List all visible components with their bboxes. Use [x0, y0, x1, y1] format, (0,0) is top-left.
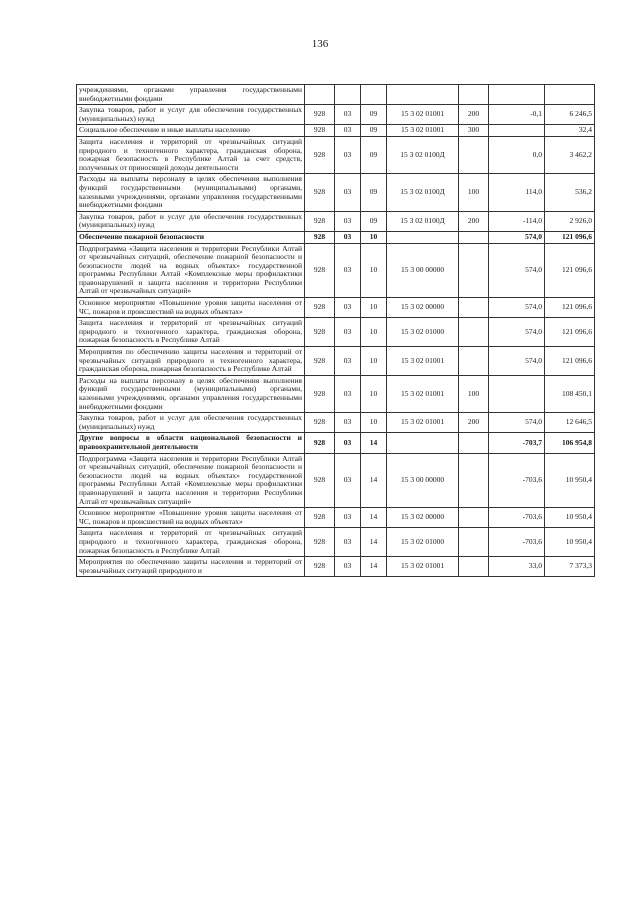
- change-amount-cell: -703,6: [489, 453, 545, 508]
- target-article-cell: 15 3 02 01001: [387, 347, 459, 376]
- expense-type-cell: [459, 508, 489, 528]
- item-name-cell: Защита населения и территорий от чрезвычайных ситуаций природного и техногенного характера, гражданская оборона, пожарная безопасность в Республике Алтай: [77, 318, 305, 347]
- glava-code-cell: [305, 85, 335, 105]
- section-code-cell: 03: [335, 243, 361, 298]
- total-amount-cell: 121 096,6: [545, 231, 595, 243]
- total-amount-cell: 7 373,3: [545, 557, 595, 577]
- glava-code-cell: 928: [305, 557, 335, 577]
- table-row: [77, 174, 595, 211]
- total-amount-cell: 6 246,5: [545, 105, 595, 125]
- target-article-cell: 15 3 02 00000: [387, 298, 459, 318]
- table-row: [77, 413, 595, 433]
- subsection-code-cell: 14: [361, 433, 387, 453]
- section-code-cell: 03: [335, 433, 361, 453]
- subsection-code-cell: 14: [361, 528, 387, 557]
- table-row: [77, 375, 595, 412]
- table-row: [77, 557, 595, 577]
- total-amount-cell: 121 096,6: [545, 298, 595, 318]
- item-name-cell: Другие вопросы в области национальной безопасности и правоохранительной деятельности: [77, 433, 305, 453]
- total-amount-cell: 3 462,2: [545, 136, 595, 173]
- subsection-code-cell: 14: [361, 508, 387, 528]
- expense-type-cell: 200: [459, 413, 489, 433]
- item-name-cell: Расходы на выплаты персоналу в целях обеспечения выполнения функций государственными (муниципальными) органами, казенными учреждениями, органами управления государственными внебюджетными фондами: [77, 174, 305, 211]
- item-name-cell: Социальное обеспечение и иные выплаты населению: [77, 125, 305, 137]
- subsection-code-cell: 10: [361, 375, 387, 412]
- item-name-cell: Закупка товаров, работ и услуг для обеспечения государственных (муниципальных) нужд: [77, 105, 305, 125]
- section-code-cell: 03: [335, 105, 361, 125]
- table-row: [77, 105, 595, 125]
- table-subtotal-row: [77, 231, 595, 243]
- subsection-code-cell: 10: [361, 347, 387, 376]
- glava-code-cell: 928: [305, 375, 335, 412]
- change-amount-cell: -703,6: [489, 528, 545, 557]
- section-code-cell: 03: [335, 231, 361, 243]
- section-code-cell: [335, 85, 361, 105]
- glava-code-cell: 928: [305, 318, 335, 347]
- item-name-cell: Подпрограмма «Защита населения и территории Республики Алтай от чрезвычайных ситуаций, обеспечение пожарной безопасности и безопасности людей на водных объектах» государственной программы Республики Алтай «Комплексные меры профилактики правонарушений и защита населения и территории Республики Алтай от чрезвычайных ситуаций»: [77, 243, 305, 298]
- expense-type-cell: [459, 231, 489, 243]
- target-article-cell: 15 3 02 0100Д: [387, 174, 459, 211]
- table-row: [77, 298, 595, 318]
- glava-code-cell: 928: [305, 347, 335, 376]
- section-code-cell: 03: [335, 557, 361, 577]
- expense-type-cell: [459, 243, 489, 298]
- subsection-code-cell: 10: [361, 243, 387, 298]
- expense-type-cell: [459, 528, 489, 557]
- glava-code-cell: 928: [305, 105, 335, 125]
- expense-type-cell: 200: [459, 211, 489, 231]
- target-article-cell: 15 3 00 00000: [387, 243, 459, 298]
- change-amount-cell: 0,0: [489, 136, 545, 173]
- target-article-cell: 15 3 02 01001: [387, 125, 459, 137]
- change-amount-cell: -0,1: [489, 105, 545, 125]
- expense-type-cell: 300: [459, 125, 489, 137]
- subsection-code-cell: 09: [361, 136, 387, 173]
- item-name-cell: учреждениями, органами управления государственными внебюджетными фондами: [77, 85, 305, 105]
- total-amount-cell: 12 646,5: [545, 413, 595, 433]
- target-article-cell: 15 3 02 01001: [387, 105, 459, 125]
- section-code-cell: 03: [335, 347, 361, 376]
- change-amount-cell: -703,7: [489, 433, 545, 453]
- change-amount-cell: 574,0: [489, 347, 545, 376]
- glava-code-cell: 928: [305, 243, 335, 298]
- table-row: [77, 318, 595, 347]
- glava-code-cell: 928: [305, 298, 335, 318]
- table-row: [77, 528, 595, 557]
- table-row: [77, 211, 595, 231]
- total-amount-cell: 536,2: [545, 174, 595, 211]
- expense-type-cell: [459, 318, 489, 347]
- table-subtotal-row: [77, 433, 595, 453]
- subsection-code-cell: 14: [361, 453, 387, 508]
- subsection-code-cell: 09: [361, 105, 387, 125]
- change-amount-cell: -114,0: [489, 211, 545, 231]
- item-name-cell: Защита населения и территорий от чрезвычайных ситуаций природного и техногенного характера, гражданская оборона, пожарная безопасность в Республике Алтай: [77, 528, 305, 557]
- target-article-cell: 15 3 02 0100Д: [387, 136, 459, 173]
- total-amount-cell: 106 954,8: [545, 433, 595, 453]
- target-article-cell: 15 3 02 01000: [387, 318, 459, 347]
- subsection-code-cell: 09: [361, 125, 387, 137]
- item-name-cell: Основное мероприятие «Повышение уровня защиты населения от ЧС, пожаров и происшествий на водных объектах»: [77, 298, 305, 318]
- item-name-cell: Обеспечение пожарной безопасности: [77, 231, 305, 243]
- expense-type-cell: 200: [459, 105, 489, 125]
- subsection-code-cell: 10: [361, 231, 387, 243]
- table-row: [77, 136, 595, 173]
- table-row: [77, 85, 595, 105]
- expense-type-cell: 100: [459, 174, 489, 211]
- expense-type-cell: [459, 136, 489, 173]
- glava-code-cell: 928: [305, 453, 335, 508]
- page-number: 136: [311, 38, 329, 50]
- item-name-cell: Закупка товаров, работ и услуг для обеспечения государственных (муниципальных) нужд: [77, 413, 305, 433]
- target-article-cell: 15 3 02 01001: [387, 557, 459, 577]
- target-article-cell: 15 3 02 01001: [387, 413, 459, 433]
- item-name-cell: Защита населения и территорий от чрезвычайных ситуаций природного и техногенного характера, гражданская оборона, пожарная безопасность в Республике Алтай за счет средств, полученных от приносящей доходы деятельности: [77, 136, 305, 173]
- glava-code-cell: 928: [305, 528, 335, 557]
- expense-type-cell: [459, 433, 489, 453]
- change-amount-cell: 574,0: [489, 318, 545, 347]
- target-article-cell: 15 3 02 01001: [387, 375, 459, 412]
- total-amount-cell: 121 096,6: [545, 318, 595, 347]
- subsection-code-cell: 10: [361, 318, 387, 347]
- section-code-cell: 03: [335, 125, 361, 137]
- total-amount-cell: [545, 85, 595, 105]
- glava-code-cell: 928: [305, 174, 335, 211]
- target-article-cell: [387, 433, 459, 453]
- subsection-code-cell: [361, 85, 387, 105]
- total-amount-cell: 121 096,6: [545, 243, 595, 298]
- item-name-cell: Мероприятия по обеспечению защиты населения и территорий от чрезвычайных ситуаций природного и: [77, 557, 305, 577]
- total-amount-cell: 10 950,4: [545, 528, 595, 557]
- expense-type-cell: [459, 557, 489, 577]
- subsection-code-cell: 09: [361, 174, 387, 211]
- change-amount-cell: 574,0: [489, 231, 545, 243]
- change-amount-cell: [489, 85, 545, 105]
- section-code-cell: 03: [335, 318, 361, 347]
- change-amount-cell: -703,6: [489, 508, 545, 528]
- expense-type-cell: [459, 298, 489, 318]
- change-amount-cell: 114,0: [489, 174, 545, 211]
- section-code-cell: 03: [335, 375, 361, 412]
- table-row: [77, 347, 595, 376]
- expense-type-cell: 100: [459, 375, 489, 412]
- item-name-cell: Основное мероприятие «Повышение уровня защиты населения от ЧС, пожаров и происшествий на водных объектах»: [77, 508, 305, 528]
- item-name-cell: Расходы на выплаты персоналу в целях обеспечения выполнения функций государственными (муниципальными) органами, казенными учреждениями, органами управления государственными внебюджетными фондами: [77, 375, 305, 412]
- budget-table-body: [77, 85, 595, 577]
- glava-code-cell: 928: [305, 125, 335, 137]
- item-name-cell: Подпрограмма «Защита населения и территории Республики Алтай от чрезвычайных ситуаций, обеспечение пожарной безопасности и безопасности людей на водных объектах» государственной программы Республики Алтай «Комплексные меры профилактики правонарушений и защита населения и территории Республики Алтай от чрезвычайных ситуаций»: [77, 453, 305, 508]
- subsection-code-cell: 10: [361, 413, 387, 433]
- change-amount-cell: [489, 125, 545, 137]
- total-amount-cell: 32,4: [545, 125, 595, 137]
- section-code-cell: 03: [335, 508, 361, 528]
- expense-type-cell: [459, 453, 489, 508]
- target-article-cell: 15 3 02 00000: [387, 508, 459, 528]
- section-code-cell: 03: [335, 136, 361, 173]
- target-article-cell: 15 3 00 00000: [387, 453, 459, 508]
- item-name-cell: Закупка товаров, работ и услуг для обеспечения государственных (муниципальных) нужд: [77, 211, 305, 231]
- table-row: [77, 125, 595, 137]
- glava-code-cell: 928: [305, 413, 335, 433]
- change-amount-cell: [489, 375, 545, 412]
- total-amount-cell: 108 450,1: [545, 375, 595, 412]
- target-article-cell: [387, 85, 459, 105]
- section-code-cell: 03: [335, 298, 361, 318]
- section-code-cell: 03: [335, 413, 361, 433]
- total-amount-cell: 10 950,4: [545, 453, 595, 508]
- section-code-cell: 03: [335, 528, 361, 557]
- change-amount-cell: 574,0: [489, 243, 545, 298]
- expense-type-cell: [459, 85, 489, 105]
- total-amount-cell: 10 950,4: [545, 508, 595, 528]
- subsection-code-cell: 14: [361, 557, 387, 577]
- change-amount-cell: 33,0: [489, 557, 545, 577]
- expense-type-cell: [459, 347, 489, 376]
- change-amount-cell: 574,0: [489, 413, 545, 433]
- table-row: [77, 453, 595, 508]
- target-article-cell: [387, 231, 459, 243]
- total-amount-cell: 121 096,6: [545, 347, 595, 376]
- table-row: [77, 243, 595, 298]
- budget-table: [76, 84, 595, 577]
- total-amount-cell: 2 926,0: [545, 211, 595, 231]
- section-code-cell: 03: [335, 211, 361, 231]
- change-amount-cell: 574,0: [489, 298, 545, 318]
- table-row: [77, 508, 595, 528]
- glava-code-cell: 928: [305, 136, 335, 173]
- target-article-cell: 15 3 02 0100Д: [387, 211, 459, 231]
- subsection-code-cell: 10: [361, 298, 387, 318]
- glava-code-cell: 928: [305, 231, 335, 243]
- glava-code-cell: 928: [305, 508, 335, 528]
- glava-code-cell: 928: [305, 211, 335, 231]
- target-article-cell: 15 3 02 01000: [387, 528, 459, 557]
- subsection-code-cell: 09: [361, 211, 387, 231]
- item-name-cell: Мероприятия по обеспечению защиты населения и территорий от чрезвычайных ситуаций природного и техногенного характера, гражданская оборона, пожарная безопасность в Республике Алтай: [77, 347, 305, 376]
- section-code-cell: 03: [335, 174, 361, 211]
- section-code-cell: 03: [335, 453, 361, 508]
- glava-code-cell: 928: [305, 433, 335, 453]
